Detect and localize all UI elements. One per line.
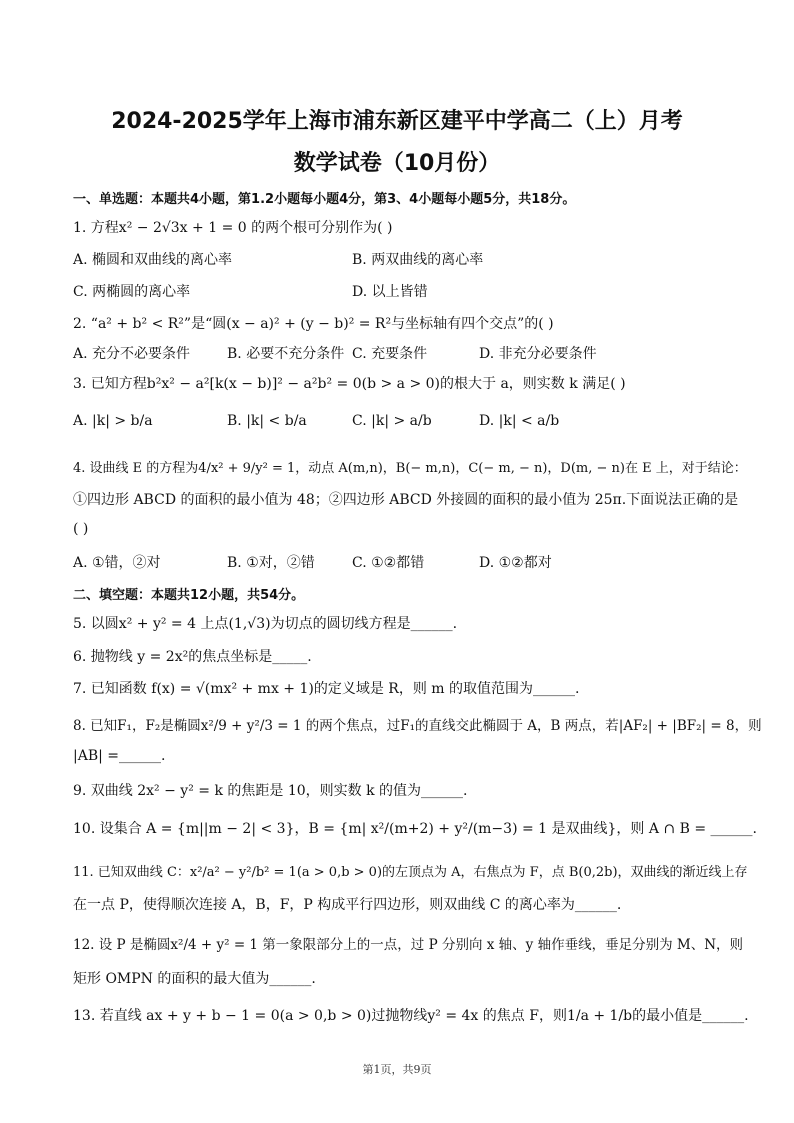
question-3-option-b: B. |k| < b/a bbox=[227, 413, 307, 429]
question-6: 6. 抛物线 y = 2x²的焦点坐标是_____. bbox=[73, 649, 312, 665]
page-footer: 第1页，共9页 bbox=[362, 1063, 432, 1076]
question-3-option-a: A. |k| > b/a bbox=[73, 413, 153, 429]
section-heading-single-choice: 一、单选题：本题共4小题，第1.2小题每小题4分，第3、4小题每小题5分，共18分。 bbox=[73, 192, 576, 207]
question-4-option-d: D. ①②都对 bbox=[479, 555, 552, 571]
question-1-stem: 1. 方程x² − 2√3x + 1 = 0 的两个根可分别作为( ) bbox=[73, 220, 393, 236]
question-3-option-c: C. |k| > a/b bbox=[352, 413, 432, 429]
section-heading-fill-in: 二、填空题：本题共12小题，共54分。 bbox=[73, 588, 305, 603]
question-11-line-2: 在一点 P，使得顺次连接 A，B，F，P 构成平行四边形，则双曲线 C 的离心率为______. bbox=[73, 897, 622, 913]
question-8-line-2: |AB| =______. bbox=[73, 748, 166, 764]
question-4-option-a: A. ①错，②对 bbox=[73, 555, 161, 571]
question-12-line-2: 矩形 OMPN 的面积的最大值为______. bbox=[73, 971, 316, 987]
question-4-option-c: C. ①②都错 bbox=[352, 555, 425, 571]
question-9: 9. 双曲线 2x² − y² = k 的焦距是 10，则实数 k 的值为______. bbox=[73, 783, 468, 799]
question-4-line-3: ( ) bbox=[73, 521, 89, 537]
question-2-option-d: D. 非充分必要条件 bbox=[479, 346, 597, 362]
question-1-option-d: D. 以上皆错 bbox=[352, 284, 428, 300]
question-13: 13. 若直线 ax + y + b − 1 = 0(a > 0,b > 0)过抛物线y² = 4x 的焦点 F，则1/a + 1/b的最小值是______. bbox=[73, 1008, 749, 1024]
question-1-option-b: B. 两双曲线的离心率 bbox=[352, 252, 484, 268]
question-11-line-1: 11. 已知双曲线 C：x²/a² − y²/b² = 1(a > 0,b > 0)的左顶点为 A，右焦点为 F，点 B(0,2b)，双曲线的渐近线上存 bbox=[73, 865, 748, 880]
question-5: 5. 以圆x² + y² = 4 上点(1,√3)为切点的圆切线方程是______. bbox=[73, 616, 458, 632]
page-subtitle: 数学试卷（10月份） bbox=[293, 151, 501, 176]
question-2-option-a: A. 充分不必要条件 bbox=[73, 346, 191, 362]
question-1-option-a: A. 椭圆和双曲线的离心率 bbox=[73, 252, 233, 268]
question-10: 10. 设集合 A = {m||m − 2| < 3}，B = {m| x²/(m+2) + y²/(m−3) = 1 是双曲线}，则 A ∩ B = ______. bbox=[73, 821, 757, 837]
question-1-option-c: C. 两椭圆的离心率 bbox=[73, 284, 191, 300]
question-7: 7. 已知函数 f(x) = √(mx² + mx + 1)的定义域是 R，则 m 的取值范围为______. bbox=[73, 681, 580, 697]
question-2-option-c: C. 充要条件 bbox=[352, 346, 428, 362]
question-4-line-1: 4. 设曲线 E 的方程为4/x² + 9/y² = 1，动点 A(m,n)，B(− m,n)，C(− m, − n)，D(m, − n)在 E 上，对于结论： bbox=[73, 461, 747, 476]
question-3-option-d: D. |k| < a/b bbox=[479, 413, 560, 429]
question-4-line-2: ①四边形 ABCD 的面积的最小值为 48；②四边形 ABCD 外接圆的面积的最小值为 25π.下面说法正确的是 bbox=[73, 492, 739, 508]
question-8-line-1: 8. 已知F₁，F₂是椭圆x²/9 + y²/3 = 1 的两个焦点，过F₁的直线交此椭圆于 A，B 两点，若|AF₂| + |BF₂| = 8，则 bbox=[73, 718, 762, 734]
question-12-line-1: 12. 设 P 是椭圆x²/4 + y² = 1 第一象限部分上的一点，过 P 分别向 x 轴、y 轴作垂线，垂足分别为 M、N，则 bbox=[73, 937, 744, 953]
question-2-stem: 2. “a² + b² < R²”是“圆(x − a)² + (y − b)² = R²与坐标轴有四个交点”的( ) bbox=[73, 316, 554, 332]
question-2-option-b: B. 必要不充分条件 bbox=[227, 346, 345, 362]
question-3-stem: 3. 已知方程b²x² − a²[k(x − b)]² − a²b² = 0(b > a > 0)的根大于 a，则实数 k 满足( ) bbox=[73, 376, 626, 392]
question-4-option-b: B. ①对，②错 bbox=[227, 555, 315, 571]
page-title: 2024-2025学年上海市浦东新区建平中学高二（上）月考 bbox=[111, 109, 683, 134]
